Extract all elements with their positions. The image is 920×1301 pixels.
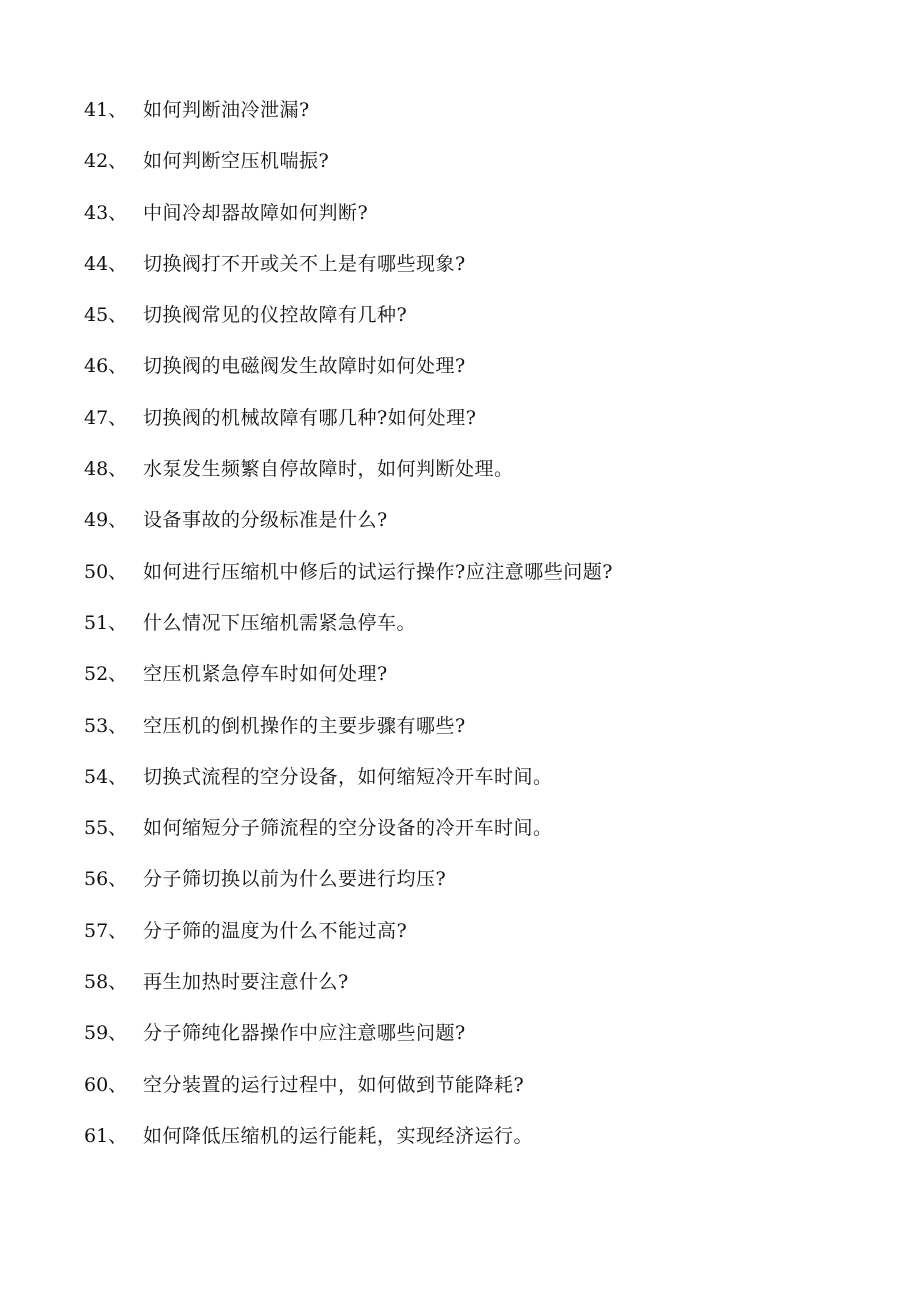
question-text: 分子筛切换以前为什么要进行均压? bbox=[143, 868, 447, 891]
question-number: 53、 bbox=[84, 714, 128, 737]
question-number: 50、 bbox=[84, 560, 128, 583]
question-number: 47、 bbox=[84, 406, 128, 429]
question-number: 42、 bbox=[84, 150, 128, 173]
question-text: 如何缩短分子筛流程的空分设备的冷开车时间。 bbox=[143, 817, 553, 840]
question-text: 如何判断空压机喘振? bbox=[143, 150, 330, 173]
list-item bbox=[84, 969, 613, 1020]
list-item bbox=[84, 1123, 613, 1174]
question-text: 如何降低压缩机的运行能耗，实现经济运行。 bbox=[143, 1124, 534, 1147]
question-number: 56、 bbox=[84, 868, 128, 891]
question-number: 49、 bbox=[84, 509, 128, 532]
list-item bbox=[84, 251, 613, 302]
question-number: 41、 bbox=[84, 99, 128, 121]
question-text: 设备事故的分级标准是什么? bbox=[143, 509, 388, 532]
question-text: 切换阀的机械故障有哪几种?如何处理? bbox=[143, 406, 477, 429]
question-text: 水泵发生频繁自停故障时，如何判断处理。 bbox=[143, 458, 514, 481]
list-item bbox=[84, 97, 613, 148]
list-item bbox=[84, 405, 613, 456]
question-text: 切换式流程的空分设备，如何缩短冷开车时间。 bbox=[143, 765, 553, 788]
list-item bbox=[84, 200, 613, 251]
question-number: 52、 bbox=[84, 663, 128, 686]
question-number: 46、 bbox=[84, 355, 128, 378]
question-text: 什么情况下压缩机需紧急停车。 bbox=[143, 611, 417, 634]
list-item bbox=[84, 661, 613, 712]
list-item bbox=[84, 1072, 613, 1123]
list-item bbox=[84, 353, 613, 404]
question-number: 58、 bbox=[84, 971, 128, 994]
question-number: 55、 bbox=[84, 817, 128, 840]
question-text: 如何进行压缩机中修后的试运行操作?应注意哪些问题? bbox=[143, 560, 613, 583]
question-text: 切换阀的电磁阀发生故障时如何处理? bbox=[143, 355, 466, 378]
list-item bbox=[84, 764, 613, 815]
question-text: 切换阀打不开或关不上是有哪些现象? bbox=[143, 252, 466, 275]
question-list bbox=[84, 97, 613, 1174]
list-item bbox=[84, 1020, 613, 1071]
question-text: 空压机的倒机操作的主要步骤有哪些? bbox=[143, 714, 466, 737]
list-item bbox=[84, 148, 613, 199]
list-item bbox=[84, 610, 613, 661]
question-number: 48、 bbox=[84, 458, 128, 481]
list-item bbox=[84, 713, 613, 764]
question-number: 45、 bbox=[84, 304, 128, 327]
question-text: 再生加热时要注意什么? bbox=[143, 971, 349, 994]
question-text: 空压机紧急停车时如何处理? bbox=[143, 663, 388, 686]
list-item bbox=[84, 866, 613, 917]
question-text: 分子筛的温度为什么不能过高? bbox=[143, 919, 408, 942]
question-number: 60、 bbox=[84, 1073, 128, 1096]
question-number: 43、 bbox=[84, 201, 128, 224]
list-item bbox=[84, 456, 613, 507]
list-item bbox=[84, 815, 613, 866]
question-number: 44、 bbox=[84, 252, 128, 275]
question-number: 59、 bbox=[84, 1022, 128, 1045]
list-item bbox=[84, 918, 613, 969]
list-item bbox=[84, 507, 613, 558]
question-text: 分子筛纯化器操作中应注意哪些问题? bbox=[143, 1022, 466, 1045]
question-number: 61、 bbox=[84, 1124, 128, 1147]
list-item bbox=[84, 302, 613, 353]
question-number: 51、 bbox=[84, 611, 128, 634]
question-text: 空分装置的运行过程中，如何做到节能降耗? bbox=[143, 1073, 525, 1096]
list-item bbox=[84, 559, 613, 610]
question-text: 如何判断油冷泄漏? bbox=[143, 99, 310, 121]
question-number: 54、 bbox=[84, 765, 128, 788]
question-text: 切换阀常见的仪控故障有几种? bbox=[143, 304, 408, 327]
question-number: 57、 bbox=[84, 919, 128, 942]
question-text: 中间冷却器故障如何判断? bbox=[143, 201, 369, 224]
